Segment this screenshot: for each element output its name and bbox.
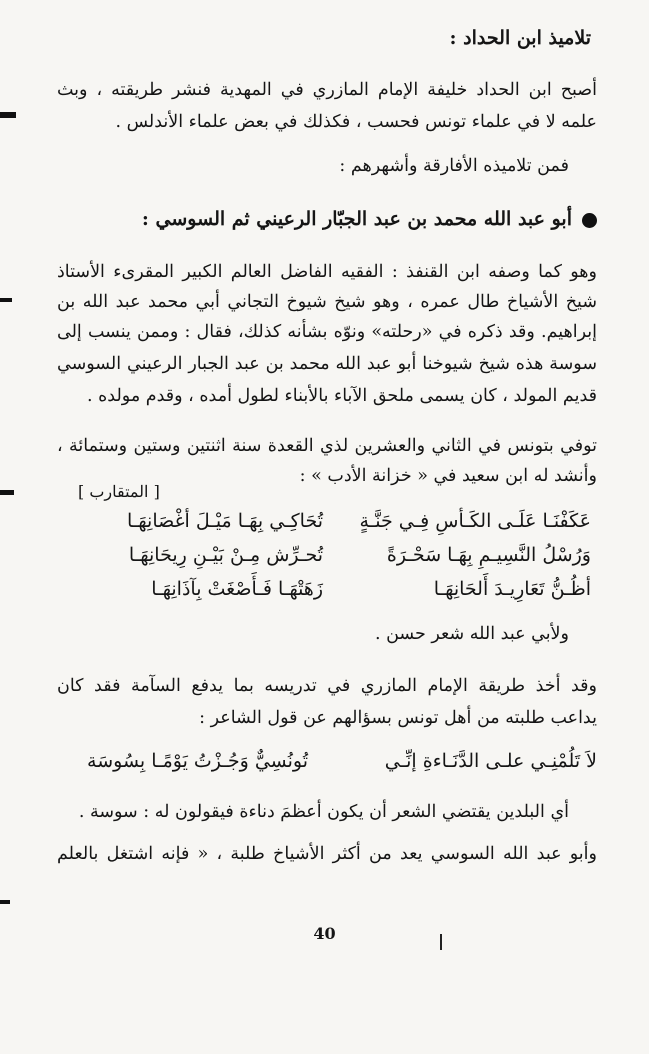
paragraph-line: وأبو عبد الله السوسي يعد من أكثر الأشياخ طلبة ، « فإنه اشتغل بالعلم (57, 844, 597, 864)
entry-heading-text: أبو عبد الله محمد بن عبد الجبّار الرعيني ثم السوسي : (141, 208, 572, 230)
verse-hemistich-right: وَرُسْلُ النَّسِيـمِ بِهَـا سَحْـرَةً (386, 544, 591, 566)
verse-hemistich-left: تُونُسِيٌّ وَجُـزْتُ يَوْمًـا بِسُوسَة (87, 750, 308, 772)
verse-hemistich-right: لاَ تَلُمْنِـي علـى الدَّنَـاءةِ إنِّـي (384, 750, 597, 772)
paragraph-line: فمن تلاميذه الأفارقة وأشهرهم : (339, 156, 569, 176)
scan-mark (0, 900, 10, 904)
section-title: تلاميذ ابن الحداد : (449, 27, 591, 49)
paragraph-line: إبراهيم. وقد ذكره في «رحلته» ونوّه بشأنه كذلك، فقال : وممن ينسب إلى (57, 322, 597, 342)
verse-hemistich-left: تُحـرِّش مِـنْ بَيْـنِ رِيحَانِهَـا (128, 544, 323, 566)
bullet-icon (582, 213, 597, 228)
paragraph-line: توفي بتونس في الثاني والعشرين لذي القعدة سنة اثنتين وستين وستمائة ، (57, 436, 597, 456)
paragraph-line: شيخ الأشياخ طال عمره ، وهو شيخ شيوخ التجاني أبي محمد عبد الله بن (57, 292, 597, 312)
paragraph-line: وأنشد له ابن سعيد في « خزانة الأدب » : (299, 466, 597, 486)
paragraph-line: سوسة هذه شيخ شيوخنا أبو عبد الله محمد بن عبد الجبار الرعيني السوسي (57, 354, 597, 374)
paragraph-line: يداعب طلبته من أهل تونس بسؤالهم عن قول الشاعر : (199, 708, 597, 728)
scan-mark (0, 298, 12, 302)
verse-hemistich-right: عَكَفْنَـا عَلَـى الكَـأسِ فِـي جَنَّـةٍ (359, 510, 591, 532)
verse-hemistich-right: أظُـنُّ تَعَارِيـدَ أَلحَانِهَـا (433, 578, 591, 600)
paragraph-line: ولأبي عبد الله شعر حسن . (374, 624, 569, 644)
page-number: 40 (313, 924, 336, 943)
paragraph-line: علمه لا في علماء تونس فحسب ، فكذلك في بعض علماء الأندلس . (115, 112, 597, 132)
entry-heading (142, 205, 597, 233)
scan-mark (440, 934, 442, 950)
verse-hemistich-left: زَهَتْهَـا فَـأَصْغَتْ بِآذَانِهَـا (151, 578, 323, 600)
paragraph-line: قديم المولد ، كان يسمى ملحق الآباء بالأبناء لطول أمده ، وقدم مولده . (86, 386, 597, 406)
paragraph-line: أصبح ابن الحداد خليفة الإمام المازري في المهدية فنشر طريقته ، وبث (57, 80, 597, 100)
paragraph-line: وقد أخذ طريقة الإمام المازري في تدريسه بما يدفع السآمة فقد كان (57, 676, 597, 696)
scan-mark (0, 112, 16, 118)
verse-hemistich-left: تُحَاكِـي بِهَـا مَيْـلَ أغْصَانِهَـا (126, 510, 323, 532)
scan-mark (0, 490, 14, 495)
poetic-meter-label: [ المتقارب ] (78, 482, 160, 501)
paragraph-line: وهو كما وصفه ابن القنفذ : الفقيه الفاضل العالم الكبير المقرىء الأستاذ (57, 262, 597, 282)
paragraph-line: أي البلدين يقتضي الشعر أن يكون أعظمَ دناءة فيقولون له : سوسة . (78, 802, 569, 822)
